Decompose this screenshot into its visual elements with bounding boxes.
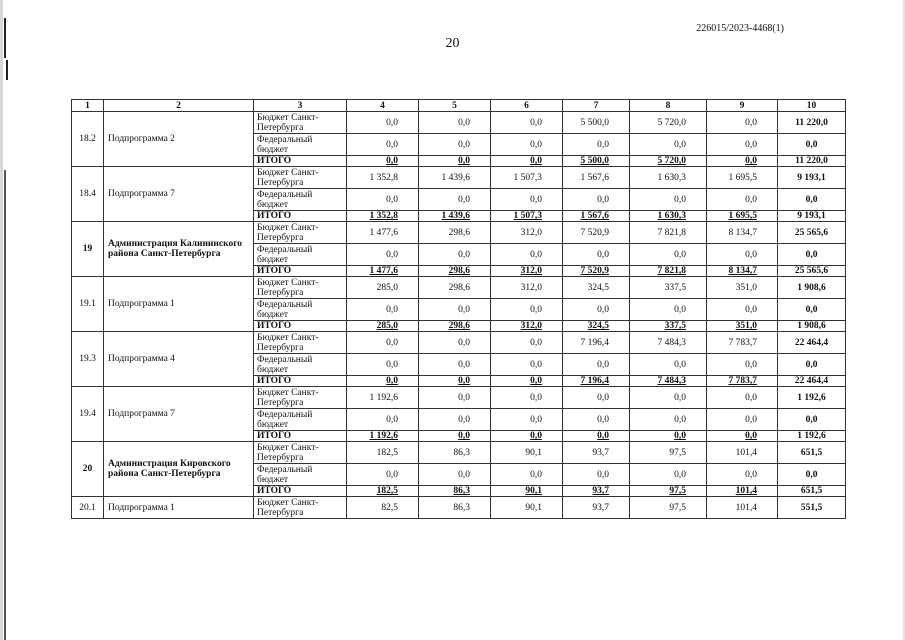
value-cell: 0,0 (707, 431, 778, 442)
row-number: 19 (72, 222, 104, 277)
total-value-cell: 9 193,1 (778, 211, 846, 222)
value-cell: 0,0 (491, 431, 563, 442)
value-cell: 324,5 (563, 277, 630, 299)
value-cell: 7 520,9 (563, 222, 630, 244)
row-number: 19.1 (72, 277, 104, 332)
value-cell: 7 484,3 (630, 376, 707, 387)
value-cell: 298,6 (419, 321, 491, 332)
funding-source: Федеральный бюджет (254, 409, 347, 431)
value-cell: 101,4 (707, 486, 778, 497)
value-cell: 7 196,4 (563, 332, 630, 354)
column-header: 10 (778, 100, 846, 112)
value-cell: 0,0 (347, 464, 419, 486)
table-row (72, 222, 846, 244)
value-cell: 0,0 (419, 299, 491, 321)
document-id: 226015/2023-4468(1) (696, 23, 784, 34)
value-cell: 1 507,3 (491, 167, 563, 189)
column-header: 6 (491, 100, 563, 112)
value-cell: 312,0 (491, 277, 563, 299)
funding-source: Федеральный бюджет (254, 299, 347, 321)
value-cell: 298,6 (419, 222, 491, 244)
program-name: Подпрограмма 1 (104, 277, 254, 332)
value-cell: 0,0 (419, 112, 491, 134)
program-name: Администрация Калининского района Санкт-Петербурга (104, 222, 254, 277)
table-header-row (72, 100, 846, 112)
value-cell: 7 783,7 (707, 376, 778, 387)
total-value-cell: 1 908,6 (778, 321, 846, 332)
value-cell: 0,0 (419, 332, 491, 354)
table-body (72, 112, 846, 519)
program-name: Подпрограмма 1 (104, 497, 254, 519)
value-cell: 5 720,0 (630, 156, 707, 167)
value-cell: 86,3 (419, 486, 491, 497)
value-cell: 0,0 (419, 134, 491, 156)
total-value-cell: 1 908,6 (778, 277, 846, 299)
total-value-cell: 22 464,4 (778, 332, 846, 354)
value-cell: 1 567,6 (563, 211, 630, 222)
column-header: 1 (72, 100, 104, 112)
funding-source: Федеральный бюджет (254, 134, 347, 156)
value-cell: 0,0 (491, 156, 563, 167)
total-value-cell: 9 193,1 (778, 167, 846, 189)
total-value-cell: 0,0 (778, 354, 846, 376)
total-value-cell: 0,0 (778, 189, 846, 211)
value-cell: 351,0 (707, 321, 778, 332)
table-row (72, 497, 846, 519)
value-cell: 1 695,5 (707, 167, 778, 189)
value-cell: 0,0 (707, 387, 778, 409)
value-cell: 298,6 (419, 266, 491, 277)
value-cell: 0,0 (491, 387, 563, 409)
value-cell: 312,0 (491, 222, 563, 244)
value-cell: 90,1 (491, 442, 563, 464)
scan-mark (6, 60, 8, 80)
value-cell: 0,0 (630, 189, 707, 211)
funding-source: Бюджет Санкт-Петербурга (254, 332, 347, 354)
value-cell: 0,0 (419, 354, 491, 376)
value-cell: 0,0 (707, 354, 778, 376)
total-value-cell: 25 565,6 (778, 266, 846, 277)
value-cell: 1 352,8 (347, 167, 419, 189)
funding-source: Бюджет Санкт-Петербурга (254, 167, 347, 189)
value-cell: 312,0 (491, 321, 563, 332)
program-name: Подпрограмма 4 (104, 332, 254, 387)
funding-source: Федеральный бюджет (254, 464, 347, 486)
value-cell: 0,0 (419, 376, 491, 387)
funding-source: Бюджет Санкт-Петербурга (254, 112, 347, 134)
column-header: 9 (707, 100, 778, 112)
value-cell: 0,0 (630, 431, 707, 442)
value-cell: 0,0 (419, 156, 491, 167)
value-cell: 312,0 (491, 266, 563, 277)
table-row (72, 332, 846, 354)
funding-source: ИТОГО (254, 486, 347, 497)
value-cell: 0,0 (347, 189, 419, 211)
value-cell: 1 439,6 (419, 167, 491, 189)
row-number: 20.1 (72, 497, 104, 519)
total-value-cell: 0,0 (778, 244, 846, 266)
page-number: 20 (445, 36, 460, 51)
value-cell: 0,0 (491, 354, 563, 376)
total-value-cell: 1 192,6 (778, 387, 846, 409)
funding-source: ИТОГО (254, 211, 347, 222)
value-cell: 0,0 (347, 156, 419, 167)
value-cell: 8 134,7 (707, 222, 778, 244)
value-cell: 8 134,7 (707, 266, 778, 277)
value-cell: 1 567,6 (563, 167, 630, 189)
value-cell: 1 630,3 (630, 167, 707, 189)
funding-source: Федеральный бюджет (254, 244, 347, 266)
value-cell: 0,0 (347, 299, 419, 321)
value-cell: 0,0 (630, 464, 707, 486)
total-value-cell: 0,0 (778, 299, 846, 321)
value-cell: 1 352,8 (347, 211, 419, 222)
program-name: Подпрограмма 2 (104, 112, 254, 167)
value-cell: 7 196,4 (563, 376, 630, 387)
value-cell: 0,0 (707, 299, 778, 321)
total-value-cell: 651,5 (778, 486, 846, 497)
funding-source: Федеральный бюджет (254, 189, 347, 211)
value-cell: 1 477,6 (347, 266, 419, 277)
total-value-cell: 0,0 (778, 409, 846, 431)
funding-source: Бюджет Санкт-Петербурга (254, 387, 347, 409)
value-cell: 0,0 (707, 464, 778, 486)
row-number: 18.2 (72, 112, 104, 167)
value-cell: 0,0 (419, 464, 491, 486)
value-cell: 0,0 (630, 134, 707, 156)
value-cell: 182,5 (347, 442, 419, 464)
value-cell: 86,3 (419, 497, 491, 519)
program-name: Подпрограмма 7 (104, 387, 254, 442)
value-cell: 0,0 (563, 431, 630, 442)
value-cell: 1 507,3 (491, 211, 563, 222)
program-name: Администрация Кировского района Санкт-Петербурга (104, 442, 254, 497)
value-cell: 0,0 (563, 354, 630, 376)
value-cell: 0,0 (491, 376, 563, 387)
funding-source: Бюджет Санкт-Петербурга (254, 277, 347, 299)
funding-source: ИТОГО (254, 266, 347, 277)
table-row (72, 387, 846, 409)
value-cell: 324,5 (563, 321, 630, 332)
total-value-cell: 0,0 (778, 134, 846, 156)
value-cell: 0,0 (347, 354, 419, 376)
value-cell: 1 630,3 (630, 211, 707, 222)
value-cell: 0,0 (491, 299, 563, 321)
value-cell: 1 695,5 (707, 211, 778, 222)
value-cell: 0,0 (707, 189, 778, 211)
value-cell: 93,7 (563, 497, 630, 519)
value-cell: 0,0 (491, 189, 563, 211)
program-name: Подпрограмма 7 (104, 167, 254, 222)
column-header: 7 (563, 100, 630, 112)
value-cell: 0,0 (707, 112, 778, 134)
column-header: 4 (347, 100, 419, 112)
value-cell: 0,0 (707, 134, 778, 156)
value-cell: 0,0 (563, 409, 630, 431)
value-cell: 7 821,8 (630, 222, 707, 244)
value-cell: 0,0 (347, 244, 419, 266)
value-cell: 0,0 (491, 464, 563, 486)
row-number: 19.3 (72, 332, 104, 387)
value-cell: 0,0 (347, 332, 419, 354)
budget-table (71, 99, 846, 519)
value-cell: 0,0 (347, 112, 419, 134)
value-cell: 0,0 (419, 409, 491, 431)
value-cell: 298,6 (419, 277, 491, 299)
value-cell: 0,0 (491, 112, 563, 134)
value-cell: 93,7 (563, 486, 630, 497)
value-cell: 0,0 (630, 244, 707, 266)
scan-mark (4, 170, 6, 640)
value-cell: 0,0 (630, 409, 707, 431)
total-value-cell: 1 192,6 (778, 431, 846, 442)
funding-source: ИТОГО (254, 431, 347, 442)
value-cell: 7 821,8 (630, 266, 707, 277)
funding-source: ИТОГО (254, 321, 347, 332)
value-cell: 0,0 (563, 134, 630, 156)
table-row (72, 442, 846, 464)
row-number: 20 (72, 442, 104, 497)
value-cell: 97,5 (630, 486, 707, 497)
value-cell: 101,4 (707, 442, 778, 464)
value-cell: 1 192,6 (347, 387, 419, 409)
value-cell: 7 783,7 (707, 332, 778, 354)
funding-source: ИТОГО (254, 156, 347, 167)
funding-source: Федеральный бюджет (254, 354, 347, 376)
value-cell: 0,0 (491, 244, 563, 266)
value-cell: 93,7 (563, 442, 630, 464)
value-cell: 351,0 (707, 277, 778, 299)
scan-edge-left (0, 0, 3, 640)
row-number: 19.4 (72, 387, 104, 442)
value-cell: 0,0 (630, 387, 707, 409)
value-cell: 0,0 (707, 409, 778, 431)
column-header: 3 (254, 100, 347, 112)
table-row (72, 277, 846, 299)
value-cell: 5 500,0 (563, 112, 630, 134)
value-cell: 0,0 (563, 299, 630, 321)
value-cell: 0,0 (419, 189, 491, 211)
total-value-cell: 11 220,0 (778, 156, 846, 167)
value-cell: 0,0 (347, 409, 419, 431)
table-row (72, 167, 846, 189)
value-cell: 86,3 (419, 442, 491, 464)
total-value-cell: 0,0 (778, 464, 846, 486)
value-cell: 90,1 (491, 497, 563, 519)
value-cell: 90,1 (491, 486, 563, 497)
value-cell: 0,0 (707, 244, 778, 266)
funding-source: Бюджет Санкт-Петербурга (254, 442, 347, 464)
value-cell: 337,5 (630, 321, 707, 332)
row-number: 18.4 (72, 167, 104, 222)
value-cell: 1 439,6 (419, 211, 491, 222)
value-cell: 97,5 (630, 497, 707, 519)
value-cell: 5 720,0 (630, 112, 707, 134)
table-row (72, 112, 846, 134)
value-cell: 0,0 (419, 431, 491, 442)
value-cell: 7 520,9 (563, 266, 630, 277)
value-cell: 0,0 (491, 409, 563, 431)
value-cell: 337,5 (630, 277, 707, 299)
value-cell: 0,0 (563, 464, 630, 486)
value-cell: 0,0 (419, 387, 491, 409)
value-cell: 0,0 (630, 354, 707, 376)
value-cell: 285,0 (347, 277, 419, 299)
column-header: 2 (104, 100, 254, 112)
value-cell: 0,0 (563, 189, 630, 211)
value-cell: 1 477,6 (347, 222, 419, 244)
value-cell: 0,0 (347, 376, 419, 387)
funding-source: Бюджет Санкт-Петербурга (254, 497, 347, 519)
value-cell: 182,5 (347, 486, 419, 497)
value-cell: 101,4 (707, 497, 778, 519)
value-cell: 5 500,0 (563, 156, 630, 167)
value-cell: 0,0 (563, 387, 630, 409)
value-cell: 0,0 (630, 299, 707, 321)
value-cell: 7 484,3 (630, 332, 707, 354)
value-cell: 0,0 (491, 134, 563, 156)
total-value-cell: 551,5 (778, 497, 846, 519)
value-cell: 285,0 (347, 321, 419, 332)
column-header: 8 (630, 100, 707, 112)
value-cell: 0,0 (419, 244, 491, 266)
column-header: 5 (419, 100, 491, 112)
value-cell: 0,0 (707, 156, 778, 167)
value-cell: 82,5 (347, 497, 419, 519)
value-cell: 0,0 (563, 244, 630, 266)
value-cell: 0,0 (491, 332, 563, 354)
funding-source: ИТОГО (254, 376, 347, 387)
value-cell: 1 192,6 (347, 431, 419, 442)
total-value-cell: 25 565,6 (778, 222, 846, 244)
value-cell: 0,0 (347, 134, 419, 156)
total-value-cell: 651,5 (778, 442, 846, 464)
funding-source: Бюджет Санкт-Петербурга (254, 222, 347, 244)
value-cell: 97,5 (630, 442, 707, 464)
total-value-cell: 11 220,0 (778, 112, 846, 134)
total-value-cell: 22 464,4 (778, 376, 846, 387)
